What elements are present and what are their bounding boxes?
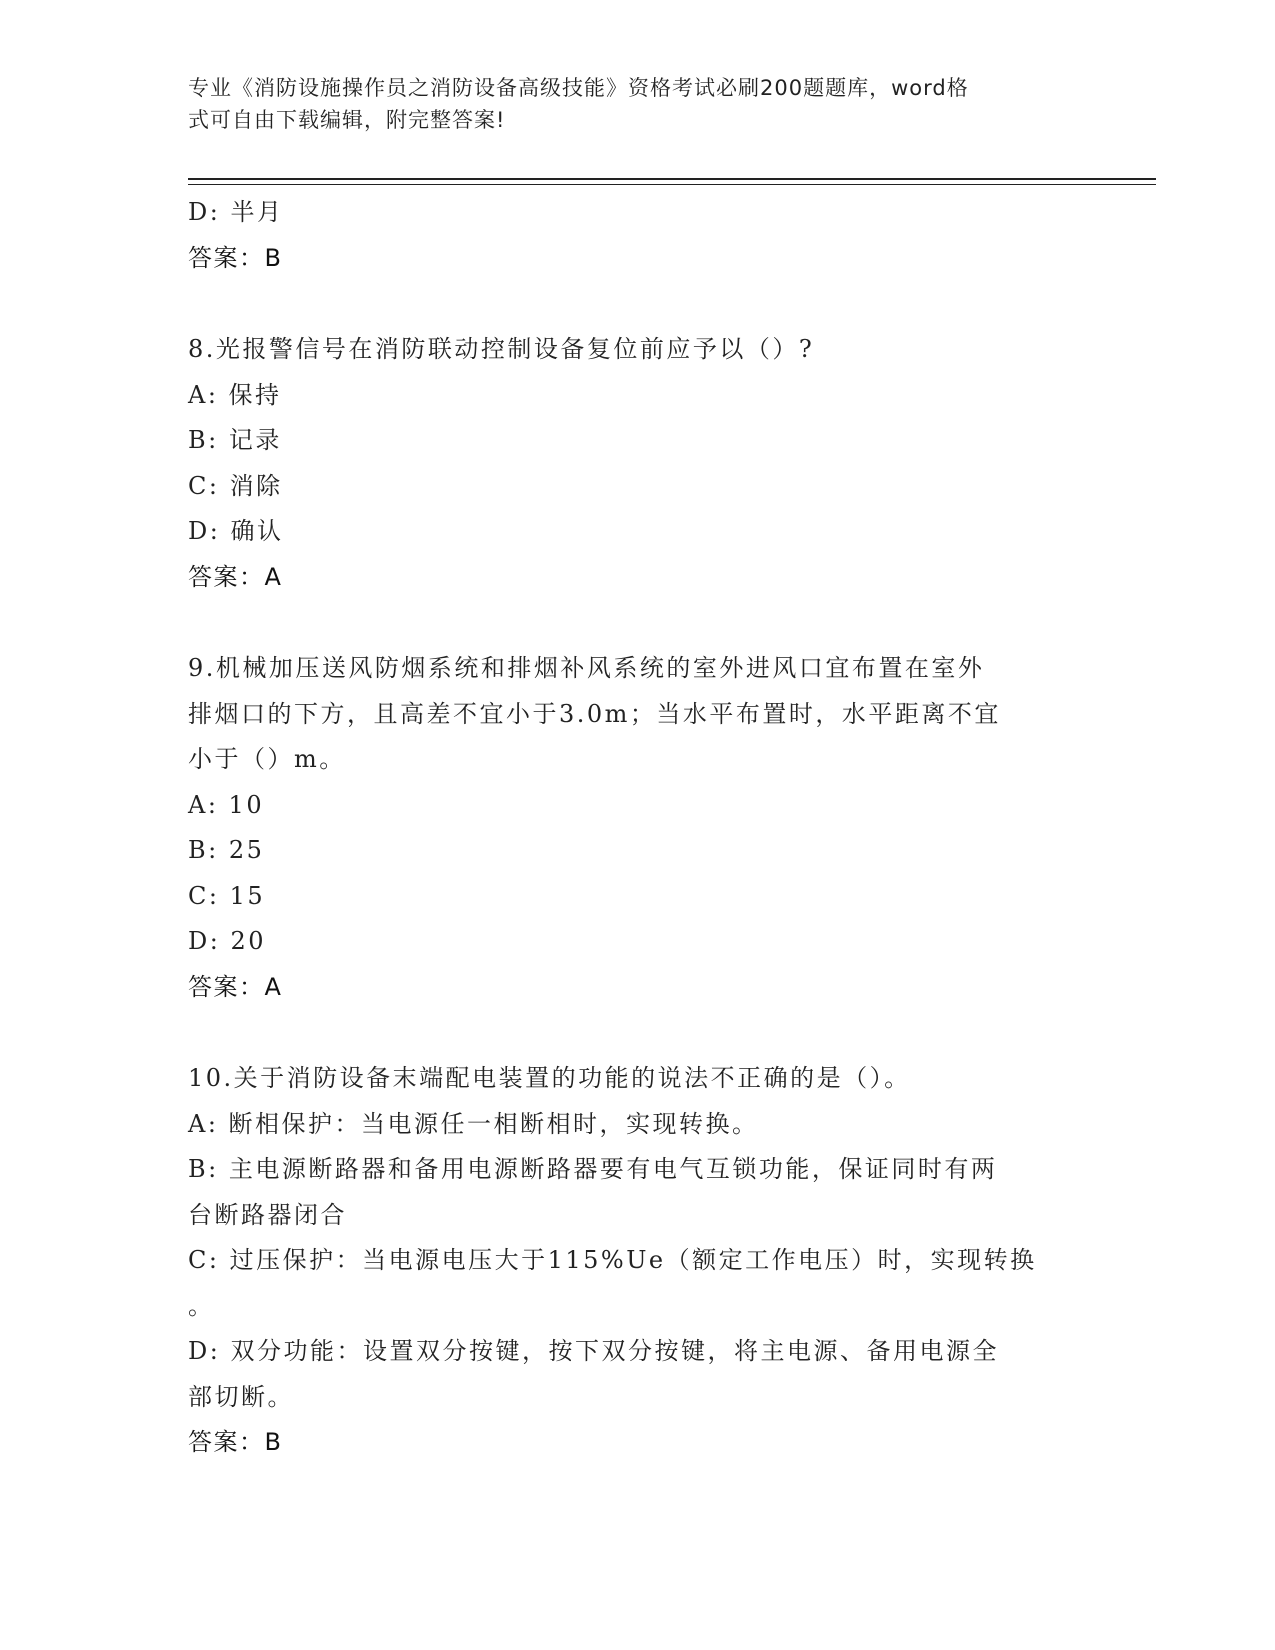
- document-header: [188, 72, 1078, 136]
- spacer: [188, 1010, 1088, 1056]
- question-stem-line-2: 排烟口的下方，且高差不宜小于3.0m；当水平布置时，水平距离不宜: [188, 699, 1001, 728]
- question-10: [188, 1056, 1088, 1466]
- previous-question-tail: [188, 190, 1088, 281]
- header-rule-thick: [188, 178, 1156, 180]
- option-c: C: 过压保护：当电源电压大于115%Ue（额定工作电压）时，实现转换: [188, 1246, 1037, 1274]
- question-stem-line-3: 小于（）m。: [188, 745, 346, 773]
- question-stem: 8.光报警信号在消防联动控制设备复位前应予以（）?: [188, 335, 815, 363]
- answer-line: 答案：A: [188, 562, 283, 591]
- option-d: D: 20: [188, 927, 266, 955]
- question-stem: 10.关于消防设备末端配电装置的功能的说法不正确的是（）。: [188, 1064, 911, 1092]
- spacer: [188, 281, 1088, 327]
- option-b-continued: 台断路器闭合: [188, 1200, 347, 1229]
- option-d: D: 双分功能：设置双分按键，按下双分按键，将主电源、备用电源全: [188, 1337, 999, 1365]
- option-a: A: 10: [188, 790, 265, 819]
- answer-line: 答案：A: [188, 972, 283, 1001]
- spacer: [188, 600, 1088, 646]
- option-d: D: 半月: [188, 198, 284, 226]
- header-line-2: 式可自由下载编辑，附完整答案!: [188, 108, 506, 132]
- question-content: [188, 190, 1088, 1466]
- option-a: A: 断相保护：当电源任一相断相时，实现转换。: [188, 1109, 759, 1138]
- option-b: B: 记录: [188, 426, 282, 454]
- option-b: B: 主电源断路器和备用电源断路器要有电气互锁功能，保证同时有两: [188, 1155, 998, 1183]
- option-a: A: 保持: [188, 380, 282, 409]
- header-rule-thin: [188, 184, 1156, 185]
- option-b: B: 25: [188, 836, 265, 864]
- option-d-continued: 部切断。: [188, 1382, 294, 1411]
- answer-line: 答案：B: [188, 243, 283, 272]
- option-d: D: 确认: [188, 517, 284, 545]
- option-c: C: 消除: [188, 471, 283, 500]
- question-8: [188, 327, 1088, 600]
- header-line-1: 专业《消防设施操作员之消防设备高级技能》资格考试必刷200题题库，word格: [188, 76, 969, 100]
- question-stem-line-1: 9.机械加压送风防烟系统和排烟补风系统的室外进风口宜布置在室外: [188, 654, 985, 682]
- option-c: C: 15: [188, 881, 266, 910]
- question-9: [188, 646, 1088, 1010]
- option-c-continued: 。: [188, 1291, 215, 1320]
- answer-line: 答案：B: [188, 1428, 283, 1456]
